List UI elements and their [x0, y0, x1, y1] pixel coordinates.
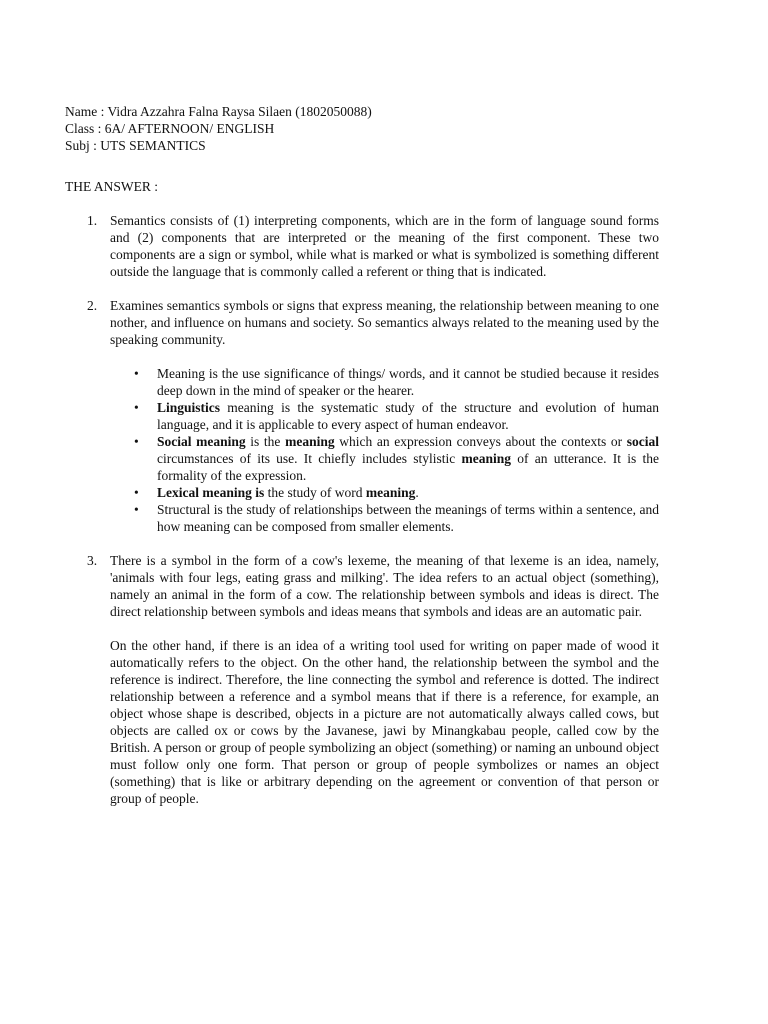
bullet-text: circumstances of its use. It chiefly includes stylistic	[157, 451, 462, 466]
answer-text: There is a symbol in the form of a cow's lexeme, the meaning of that lexeme is an idea, namely, 'animals with four legs, eating grass and milking'. The idea refers to an actual object (something), namely an animal in the form of a cow. The relationship between symbols and ideas is direct. The direct relationship between symbols and ideas means that symbols and ideas are an automatic pair.	[110, 553, 659, 619]
bullet-icon: •	[134, 366, 139, 381]
bullet-icon: •	[134, 502, 139, 517]
bold-term: Social meaning	[157, 434, 246, 449]
student-name-line: Name : Vidra Azzahra Falna Raysa Silaen (1802050088)	[65, 104, 372, 119]
answer-heading: THE ANSWER :	[65, 179, 158, 194]
answer-list	[65, 212, 659, 807]
bullet-icon: •	[134, 485, 139, 500]
document-page	[65, 103, 659, 824]
bullet-text: meaning is the systematic study of the structure and evolution of human language, and it is applicable to every aspect of human endeavor.	[157, 400, 659, 432]
bullet-item-lexical-meaning	[110, 484, 659, 501]
bullet-text: the study of word	[264, 485, 366, 500]
bullet-text: is the	[245, 434, 286, 449]
bullet-item-social-meaning	[110, 433, 659, 484]
bold-term: Lexical meaning is	[157, 485, 265, 500]
bold-term: meaning	[461, 451, 511, 466]
document-header	[65, 103, 659, 154]
bullet-text: Meaning is the use significance of things/ words, and it cannot be studied because it resides deep down in the mind of speaker or the hearer.	[157, 366, 659, 398]
bullet-text: .	[415, 485, 419, 500]
bullet-item-linguistics	[110, 399, 659, 433]
answer-number: 3.	[87, 553, 98, 568]
bold-term: meaning	[365, 485, 416, 500]
class-line: Class : 6A/ AFTERNOON/ ENGLISH	[65, 121, 275, 136]
bullet-item-structural	[110, 501, 659, 535]
answer-item-2	[65, 297, 659, 535]
answer-number: 1.	[87, 213, 98, 228]
bullet-text: of an utterance. It is the formality of the expression.	[157, 451, 659, 483]
bold-term: social	[626, 434, 660, 449]
bullet-list	[110, 365, 659, 535]
answer-text: Examines semantics symbols or signs that express meaning, the relationship between meaning to one nother, and influence on humans and society. So semantics always related to the meaning used by the speaking community.	[110, 298, 659, 347]
answer-item-1	[65, 212, 659, 280]
bullet-text: which an expression conveys about the contexts or	[334, 434, 627, 449]
bullet-item-meaning	[110, 365, 659, 399]
answer-text-continued: On the other hand, if there is an idea of a writing tool used for writing on paper made of wood it automatically refers to the object. On the other hand, the relationship between the symbol and the reference is indirect. Therefore, the line connecting the symbol and reference is dotted. The indirect relationship between a reference and a symbol means that if there is a reference, for example, an object whose shape is described, objects in a picture are not automatically always called cows, but objects are called ox or cows by the Javanese, jawi by Minangkabau people, called cow by the British. A person or group of people symbolizing an object (something) or naming an unbound object must follow only one form. That person or group of people symbolizes or names an object (something) that is like or arbitrary depending on the agreement or convention of that person or group of people.	[110, 638, 659, 806]
bullet-icon: •	[134, 434, 139, 449]
answer-item-3	[65, 552, 659, 807]
bold-term: Linguistics	[157, 400, 221, 415]
answer-text: Semantics consists of (1) interpreting components, which are in the form of language sound forms and (2) components that are interpreted or the meaning of the first component. These two components are a sign or symbol, while what is marked or what is symbolized is something different outside the language that is commonly called a referent or thing that is indicated.	[110, 213, 659, 279]
bold-term: meaning	[285, 434, 335, 449]
bullet-text: Structural is the study of relationships between the meanings of terms within a sentence, and how meaning can be composed from smaller elements.	[157, 502, 659, 534]
bullet-icon: •	[134, 400, 139, 415]
subject-line: Subj : UTS SEMANTICS	[65, 138, 206, 153]
answer-number: 2.	[87, 298, 98, 313]
